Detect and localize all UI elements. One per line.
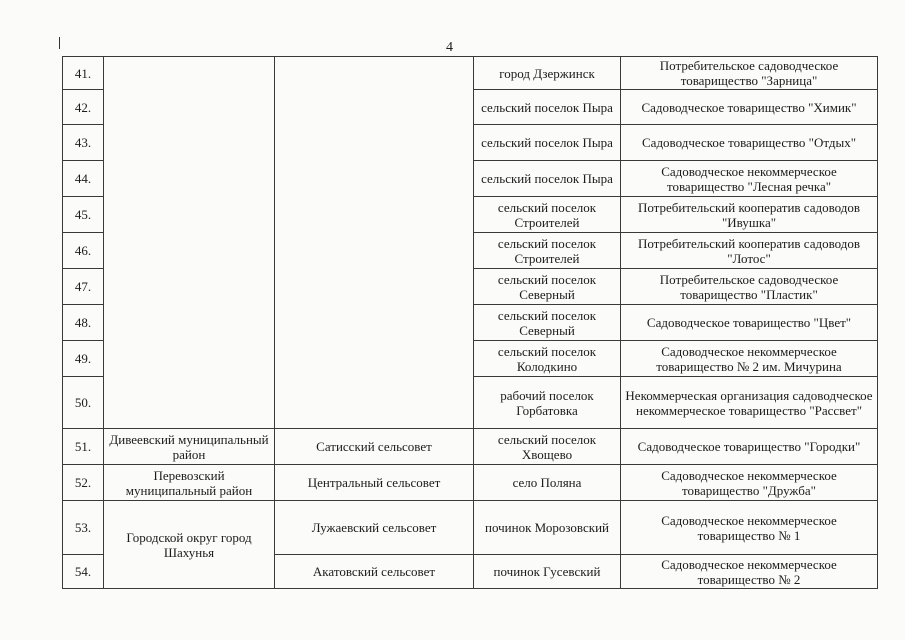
organization-cell: Садоводческое товарищество "Городки": [621, 429, 878, 465]
locality-cell: сельский поселок Северный: [474, 305, 621, 341]
row-number: 47.: [63, 269, 104, 305]
organization-cell: Садоводческое некоммерческое товарищество № 1: [621, 501, 878, 555]
district-cell: Перевозский муниципальный район: [104, 465, 275, 501]
council-cell: Центральный сельсовет: [275, 465, 474, 501]
locality-cell: сельский поселок Пыра: [474, 161, 621, 197]
locality-cell: сельский поселок Северный: [474, 269, 621, 305]
council-cell-empty: [275, 57, 474, 429]
locality-cell: сельский поселок Колодкино: [474, 341, 621, 377]
locality-cell: починок Морозовский: [474, 501, 621, 555]
page-number: 4: [446, 40, 453, 55]
row-number: 43.: [63, 125, 104, 161]
organization-cell: Садоводческое товарищество "Химик": [621, 90, 878, 125]
locality-cell: починок Гусевский: [474, 555, 621, 589]
district-cell: Дивеевский муниципальный район: [104, 429, 275, 465]
locality-cell: сельский поселок Хвощево: [474, 429, 621, 465]
organization-cell: Садоводческое некоммерческое товарищество № 2: [621, 555, 878, 589]
locality-cell: сельский поселок Строителей: [474, 233, 621, 269]
locality-cell: сельский поселок Пыра: [474, 125, 621, 161]
row-number: 52.: [63, 465, 104, 501]
margin-mark: [59, 37, 60, 49]
locality-cell: сельский поселок Строителей: [474, 197, 621, 233]
row-number: 49.: [63, 341, 104, 377]
row-number: 44.: [63, 161, 104, 197]
row-number: 48.: [63, 305, 104, 341]
council-cell: Акатовский сельсовет: [275, 555, 474, 589]
row-number: 50.: [63, 377, 104, 429]
organization-cell: Садоводческое товарищество "Отдых": [621, 125, 878, 161]
row-number: 46.: [63, 233, 104, 269]
table-row: [63, 57, 878, 90]
row-number: 41.: [63, 57, 104, 90]
row-number: 45.: [63, 197, 104, 233]
organization-cell: Потребительское садоводческое товарищество "Зарница": [621, 57, 878, 90]
district-cell-empty: [104, 57, 275, 429]
organization-cell: Садоводческое некоммерческое товарищество "Дружба": [621, 465, 878, 501]
table-row: [63, 465, 878, 501]
organization-cell: Некоммерческая организация садоводческое некоммерческое товарищество "Рассвет": [621, 377, 878, 429]
locality-cell: город Дзержинск: [474, 57, 621, 90]
table-row: [63, 501, 878, 555]
row-number: 53.: [63, 501, 104, 555]
council-cell: Сатисский сельсовет: [275, 429, 474, 465]
locality-cell: рабочий поселок Горбатовка: [474, 377, 621, 429]
locality-cell: сельский поселок Пыра: [474, 90, 621, 125]
table-row: [63, 429, 878, 465]
organization-cell: Потребительский кооператив садоводов "Ивушка": [621, 197, 878, 233]
organization-cell: Садоводческое некоммерческое товарищество "Лесная речка": [621, 161, 878, 197]
organization-cell: Потребительское садоводческое товарищество "Пластик": [621, 269, 878, 305]
organization-cell: Потребительский кооператив садоводов "Лотос": [621, 233, 878, 269]
organization-cell: Садоводческое некоммерческое товарищество № 2 им. Мичурина: [621, 341, 878, 377]
registry-table: [62, 56, 878, 589]
row-number: 42.: [63, 90, 104, 125]
row-number: 54.: [63, 555, 104, 589]
row-number: 51.: [63, 429, 104, 465]
council-cell: Лужаевский сельсовет: [275, 501, 474, 555]
organization-cell: Садоводческое товарищество "Цвет": [621, 305, 878, 341]
district-cell: Городской округ город Шахунья: [104, 501, 275, 589]
locality-cell: село Поляна: [474, 465, 621, 501]
